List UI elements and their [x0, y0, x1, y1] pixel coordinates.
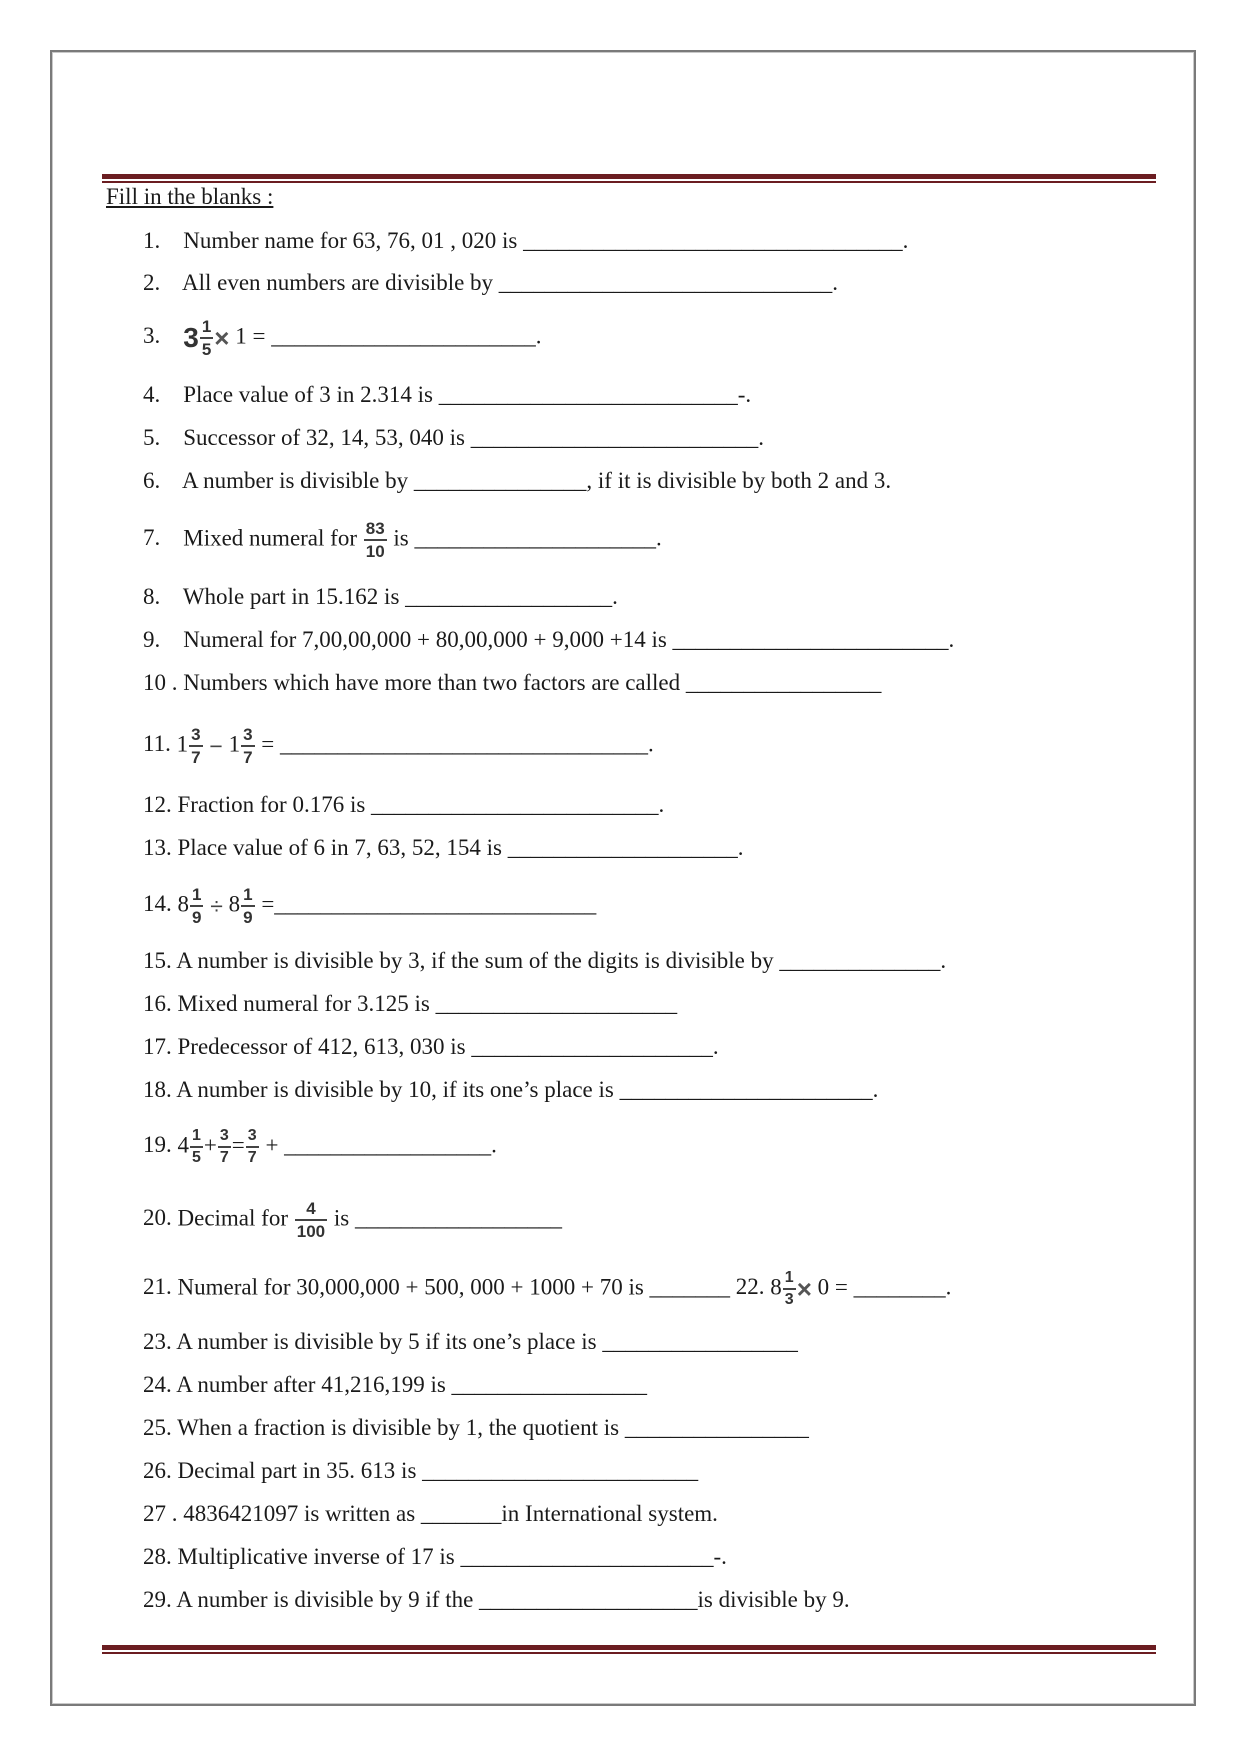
question-10 [143, 668, 881, 698]
question-text: A number is divisible by 10, if its one’s place is ______________________. [176, 1077, 879, 1102]
question-text: Fraction for 0.176 is _________________________. [177, 792, 665, 817]
question-number: 15. [143, 948, 172, 973]
fraction [246, 1128, 259, 1166]
question-text: Predecessor of 412, 613, 030 is _____________________. [177, 1034, 719, 1059]
question-text: Numbers which have more than two factors are called _________________ [183, 670, 882, 695]
fraction [241, 726, 254, 766]
question-21-22 [143, 1270, 951, 1308]
question-text: All even numbers are divisible by _____________________________. [181, 270, 839, 295]
question-12 [143, 790, 664, 820]
numerator: 1 [192, 885, 202, 904]
question-19 [143, 1128, 497, 1166]
question-text: A number is divisible by 5 if its one’s place is _________________ [176, 1329, 798, 1354]
question-number: 14. [143, 891, 172, 917]
question-4 [143, 380, 751, 410]
question-number: 11. [143, 731, 171, 757]
numerator: 3 [247, 1127, 257, 1144]
top-rule [102, 174, 1156, 183]
question-text: is __________________ [333, 1205, 562, 1231]
fraction [783, 1270, 796, 1308]
denominator: 5 [190, 1146, 203, 1166]
mixed-whole: 4 [177, 1132, 189, 1158]
question-29 [143, 1585, 850, 1615]
numerator: 1 [784, 1269, 794, 1286]
question-number: 19. [143, 1132, 172, 1158]
multiply-sign: × [214, 323, 230, 353]
question-text: =____________________________ [261, 891, 597, 917]
question-text: 0 = ________. [817, 1274, 952, 1300]
fraction [241, 886, 254, 926]
mixed-whole: 8 [770, 1274, 782, 1300]
question-text: A number is divisible by 9 if the ___________________is divisible by 9. [176, 1587, 850, 1612]
question-number: 17. [143, 1034, 172, 1059]
denominator: 7 [218, 1146, 231, 1166]
denominator: 9 [241, 905, 254, 926]
question-number: 25. [143, 1415, 172, 1440]
question-text: Mixed numeral for 3.125 is _____________________ [177, 991, 678, 1016]
question-20 [143, 1200, 562, 1240]
question-text: Place value of 6 in 7, 63, 52, 154 is ____________________. [177, 835, 744, 860]
denominator: 7 [246, 1146, 259, 1166]
question-number: 16. [143, 991, 172, 1016]
question-number: 9. [143, 627, 161, 652]
equals-sign: = [231, 1132, 245, 1158]
question-text: A number is divisible by _______________, if it is divisible by both 2 and 3. [181, 468, 892, 493]
fraction [190, 1128, 203, 1166]
question-number: 21. [143, 1274, 172, 1300]
question-6 [143, 466, 891, 496]
question-16 [143, 989, 677, 1019]
question-5 [143, 423, 764, 453]
question-text: Mixed numeral for [183, 525, 357, 551]
question-text: Multiplicative inverse of 17 is ______________________-. [177, 1544, 727, 1569]
question-number: 7. [143, 525, 161, 551]
bottom-rule [102, 1645, 1156, 1654]
worksheet-heading: Fill in the blanks : [106, 184, 274, 209]
question-14 [143, 886, 596, 926]
question-number: 4. [143, 382, 161, 407]
question-number: 18. [143, 1077, 172, 1102]
question-text: Place value of 3 in 2.314 is __________________________-. [183, 382, 752, 407]
fraction [364, 520, 387, 560]
mixed-whole: 1 [176, 731, 189, 757]
question-number: 8. [143, 584, 161, 609]
fraction [295, 1200, 327, 1240]
question-25 [143, 1413, 809, 1443]
numerator: 1 [243, 885, 253, 904]
question-number: 5. [143, 425, 161, 450]
question-11 [143, 726, 654, 766]
question-24 [143, 1370, 647, 1400]
numerator: 83 [365, 519, 385, 538]
numerator: 4 [306, 1199, 316, 1218]
question-text: = ________________________________. [261, 731, 654, 757]
question-text: A number after 41,216,199 is _________________ [176, 1372, 648, 1397]
plus-sign: + [203, 1132, 217, 1158]
question-8 [143, 582, 618, 612]
question-number: 24. [143, 1372, 172, 1397]
question-text: Numeral for 30,000,000 + 500, 000 + 1000 + 70 is _______ [177, 1274, 731, 1300]
question-text: When a fraction is divisible by 1, the quotient is ________________ [177, 1415, 809, 1440]
fraction [189, 726, 202, 766]
question-text: A number is divisible by 3, if the sum of the digits is divisible by ______________. [176, 948, 947, 973]
question-number: 22. [735, 1274, 765, 1300]
denominator: 7 [241, 745, 254, 766]
denominator: 9 [190, 905, 203, 926]
question-13 [143, 833, 744, 863]
question-9 [143, 625, 954, 655]
question-3 [143, 318, 541, 358]
fraction [200, 318, 213, 358]
question-text: Successor of 32, 14, 53, 040 is _________________________. [183, 425, 764, 450]
question-number: 6. [143, 468, 161, 493]
question-number: 26. [143, 1458, 172, 1483]
mixed-whole: 8 [177, 891, 189, 917]
question-text: Whole part in 15.162 is __________________. [182, 584, 618, 609]
mixed-whole: 3 [183, 322, 199, 353]
question-7 [143, 520, 662, 560]
question-text: Decimal for [177, 1205, 288, 1231]
minus-sign: − [209, 733, 223, 759]
question-text: + __________________. [265, 1132, 497, 1158]
question-text: 4836421097 is written as _______in International system. [183, 1501, 718, 1526]
question-18 [143, 1075, 878, 1105]
question-1 [143, 226, 908, 256]
numerator: 3 [191, 725, 201, 744]
question-number: 13. [143, 835, 172, 860]
question-number: 12. [143, 792, 172, 817]
question-number: 10 . [143, 670, 178, 695]
question-number: 3. [143, 323, 161, 349]
mixed-whole: 8 [228, 891, 241, 917]
question-2 [143, 268, 838, 298]
question-number: 2. [143, 270, 161, 295]
question-26 [143, 1456, 698, 1486]
denominator: 7 [189, 745, 202, 766]
question-28 [143, 1542, 727, 1572]
question-27 [143, 1499, 718, 1529]
question-17 [143, 1032, 719, 1062]
question-number: 29. [143, 1587, 172, 1612]
divide-sign: ÷ [210, 893, 223, 919]
question-text: 1 = _______________________. [235, 323, 542, 349]
question-number: 28. [143, 1544, 172, 1569]
numerator: 3 [219, 1127, 229, 1144]
denominator: 100 [295, 1219, 327, 1240]
question-number: 27 . [143, 1501, 178, 1526]
denominator: 5 [200, 337, 213, 358]
question-15 [143, 946, 946, 976]
denominator: 10 [364, 539, 387, 560]
denominator: 3 [783, 1288, 796, 1308]
mixed-whole: 1 [228, 731, 241, 757]
question-number: 23. [143, 1329, 172, 1354]
question-text: is _____________________. [393, 525, 662, 551]
question-text: Number name for 63, 76, 01 , 020 is _________________________________. [183, 228, 909, 253]
numerator: 3 [243, 725, 253, 744]
numerator: 1 [201, 317, 212, 336]
multiply-sign: × [796, 1274, 812, 1304]
question-text: Numeral for 7,00,00,000 + 80,00,000 + 9,000 +14 is ________________________. [183, 627, 955, 652]
question-number: 20. [143, 1205, 172, 1231]
fraction [190, 886, 203, 926]
question-23 [143, 1327, 798, 1357]
question-text: Decimal part in 35. 613 is ________________________ [177, 1458, 699, 1483]
question-number: 1. [143, 228, 161, 253]
numerator: 1 [192, 1127, 201, 1144]
fraction [218, 1128, 231, 1166]
